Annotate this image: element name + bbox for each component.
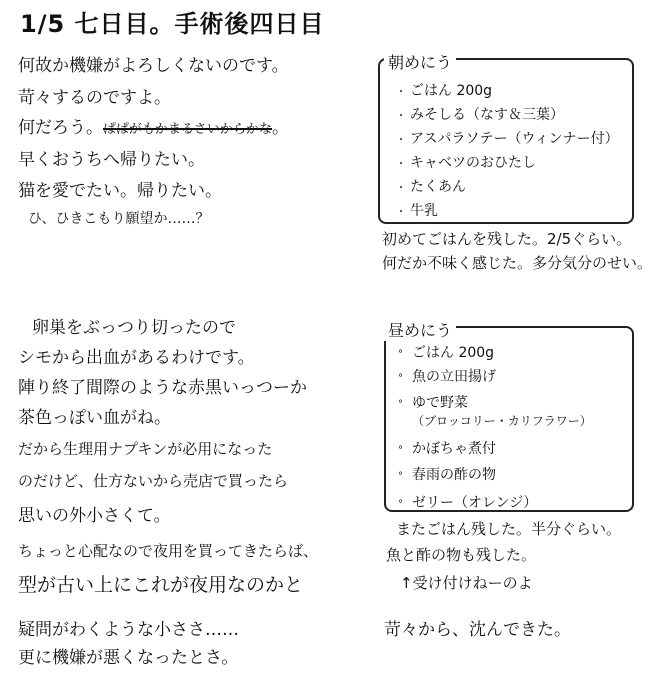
breakfast-note-1: 初めてごはんを残した。2/5ぐらい。: [382, 230, 632, 248]
lunch-item: ° ゆで野菜: [398, 395, 468, 411]
diary-top-line-3: [18, 120, 289, 137]
breakfast-menu-label: 朝めにう: [384, 50, 456, 73]
breakfast-item: ・ ごはん 200g: [396, 83, 493, 99]
diary-bottom-line-4: 茶色っぽい血がね。: [18, 408, 171, 428]
diary-top-line-3b: 。: [272, 118, 290, 138]
lunch-note-1: またごはん残した。半分ぐらい。: [396, 520, 622, 538]
diary-bottom-line-9: 型が古い上にこれが夜用なのかと: [18, 574, 304, 596]
lunch-note-2: 魚と酢の物も残した。: [386, 546, 537, 564]
diary-top-line-2: 苛々するのですよ。: [18, 88, 171, 108]
diary-bottom-line-3: 陣り終了間際のような赤黒いっつーか: [18, 378, 307, 398]
lunch-item: ° ごはん 200g: [398, 345, 495, 361]
diary-bottom-line-8: ちょっと心配なので夜用を買ってきたらば、: [18, 542, 319, 560]
lunch-item-sub: （ブロッコリー・カリフラワー）: [412, 414, 592, 428]
lunch-item: ° 春雨の酢の物: [398, 467, 496, 483]
diary-bottom-line-5: だから生理用ナプキンが必用になった: [18, 440, 273, 458]
lunch-item: ° 魚の立田揚げ: [398, 369, 496, 385]
lunch-menu-list: [398, 342, 592, 516]
lunch-item: ° かぼちゃ煮付: [398, 441, 496, 457]
lunch-note-3: ↑受け付けねーのよ: [400, 574, 533, 592]
diary-top-line-1: 何故か機嫌がよろしくないのです。: [18, 56, 289, 76]
diary-bottom-line-6: のだけど、仕方ないから売店で買ったら: [18, 472, 289, 490]
page-title: 1/5 七日目。手術後四日目: [20, 10, 325, 38]
diary-bottom-line-1: 卵巣をぶっつり切ったので: [32, 318, 236, 338]
diary-bottom-line-7: 思いの外小さくて。: [18, 506, 171, 526]
breakfast-item: ・ アスパラソテー（ウィンナー付）: [396, 131, 619, 147]
diary-bottom-line-10: 疑問がわくような小ささ……: [18, 620, 239, 640]
breakfast-item: ・ たくあん: [396, 179, 466, 195]
diary-top-line-3a: 何だろう。: [18, 118, 103, 138]
lunch-menu-label: 昼めにう: [384, 318, 456, 341]
breakfast-menu-list: [396, 80, 619, 224]
diary-bottom-line-11: 更に機嫌が悪くなったとさ。: [18, 648, 239, 668]
breakfast-note-2: 何だか不味く感じた。多分気分のせい。: [382, 254, 652, 272]
breakfast-item: ・ キャベツのおひたし: [396, 155, 536, 171]
diary-top-line-5: 猫を愛でたい。帰りたい。: [18, 181, 222, 201]
struck-text: ぱぱがもかまるさいからかな: [103, 122, 273, 137]
diary-bottom-line-2: シモから出血があるわけです。: [18, 348, 255, 368]
breakfast-item: ・ 牛乳: [396, 203, 438, 219]
breakfast-item: ・ みそしる（なす＆三葉）: [396, 107, 564, 123]
diary-top-line-6: ひ、ひきこもり願望か……？: [28, 211, 210, 227]
lunch-item: ° ゼリー（オレンジ）: [398, 495, 538, 511]
diary-top-line-4: 早くおうちへ帰りたい。: [18, 150, 205, 170]
lunch-note-4: 苛々から、沈んできた。: [384, 620, 571, 640]
